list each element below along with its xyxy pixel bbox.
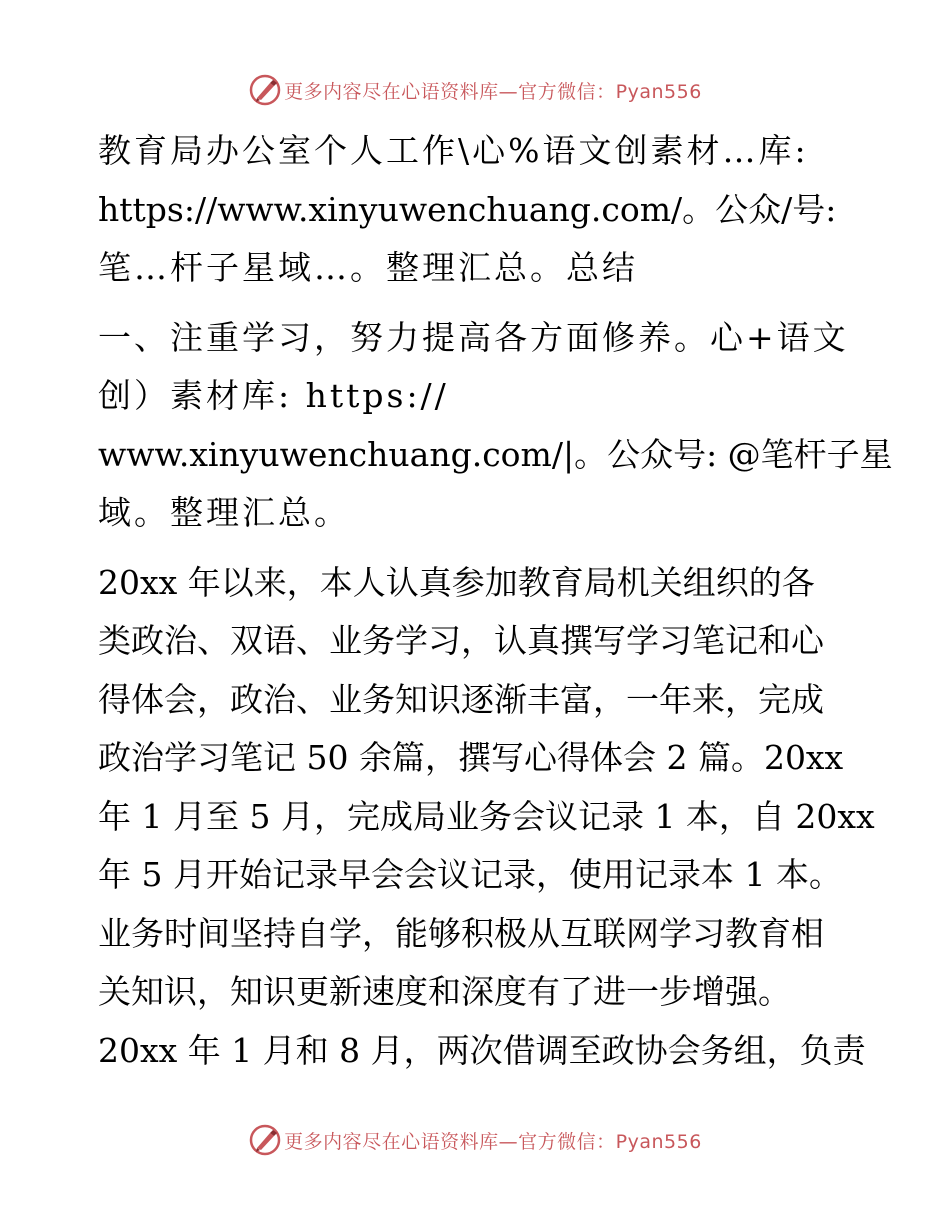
footer-watermark xyxy=(0,1120,950,1160)
text-line: 关知识，知识更新速度和深度有了进一步增强。 xyxy=(98,972,791,1011)
pen-logo-icon xyxy=(248,1123,282,1157)
text-line: 政治学习笔记 50 余篇，撰写心得体会 2 篇。20xx xyxy=(98,738,844,777)
text-line: 一、注重学习，努力提高各方面修养。心+语文 xyxy=(98,317,849,357)
paragraph-body xyxy=(98,554,875,1081)
document-body xyxy=(98,122,893,1091)
pen-logo-icon xyxy=(248,73,282,107)
header-watermark xyxy=(0,70,950,110)
text-line: https://www.xinyuwenchuang.com/。公众/号: xyxy=(98,189,837,229)
text-line: 业务时间坚持自学，能够积极从互联网学习教育相 xyxy=(98,913,824,953)
watermark-text: 更多内容尽在心语资料库—官方微信：Pyan556 xyxy=(284,80,702,103)
text-line: 域。整理汇总。 xyxy=(98,493,350,532)
text-line: 得体会，政治、业务知识逐渐丰富，一年来，完成 xyxy=(98,679,824,719)
text-line: www.xinyuwenchuang.com/|。公众号: @笔杆子星 xyxy=(98,434,893,474)
text-line: 20xx 年 1 月和 8 月，两次借调至政协会务组，负责 xyxy=(98,1030,866,1070)
text-line: 20xx 年以来，本人认真参加教育局机关组织的各 xyxy=(98,562,815,602)
text-line: 创）素材库: https:// xyxy=(98,376,449,415)
text-line: 年 5 月开始记录早会会议记录，使用记录本 1 本。 xyxy=(98,855,842,894)
text-line: 年 1 月至 5 月，完成局业务会议记录 1 本，自 20xx xyxy=(98,796,875,836)
paragraph-section-heading xyxy=(98,309,893,543)
paragraph-title xyxy=(98,122,858,298)
watermark-text: 更多内容尽在心语资料库—官方微信：Pyan556 xyxy=(284,1130,702,1153)
text-line: 笔…杆子星域…。整理汇总。总结 xyxy=(98,248,638,287)
text-line: 教育局办公室个人工作\心%语文创素材…库: xyxy=(98,131,809,170)
text-line: 类政治、双语、业务学习，认真撰写学习笔记和心 xyxy=(98,621,824,660)
